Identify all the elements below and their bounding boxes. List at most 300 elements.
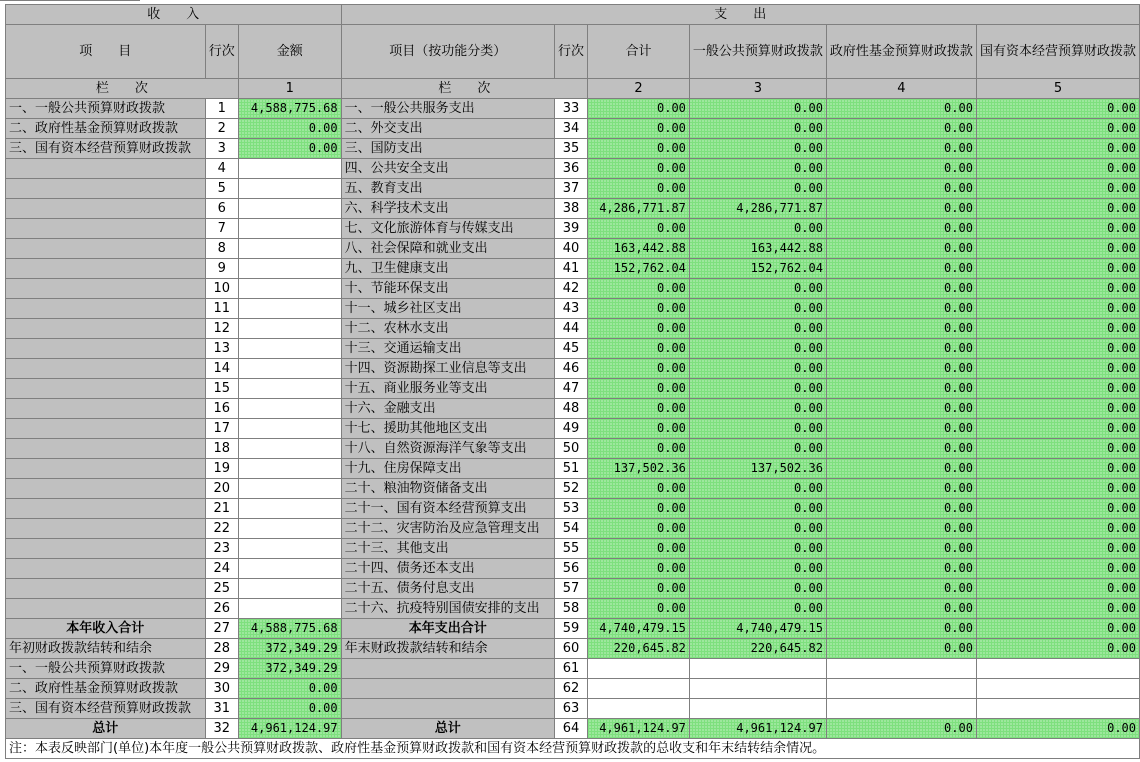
table-row [6,319,1140,339]
income-row-no-cell[interactable]: 4 [205,159,238,179]
expense-row-no-cell[interactable]: 58 [554,599,587,619]
state-capital-cell[interactable]: 0.00 [976,219,1139,239]
expense-row-no-cell[interactable]: 57 [554,579,587,599]
total-amount-cell[interactable]: 0.00 [588,319,690,339]
income-item-cell[interactable] [6,359,206,379]
expense-row-no-cell[interactable]: 41 [554,259,587,279]
general-budget-cell[interactable]: 0.00 [689,479,826,499]
total-amount-cell[interactable]: 0.00 [588,99,690,119]
income-item-cell[interactable] [6,279,206,299]
income-amount-cell[interactable]: 4,961,124.97 [238,719,341,739]
income-row-no-cell[interactable]: 14 [205,359,238,379]
income-amount-cell[interactable]: 0.00 [238,119,341,139]
fund-budget-cell[interactable]: 0.00 [826,579,976,599]
state-capital-cell[interactable]: 0.00 [976,539,1139,559]
table-row [6,299,1140,319]
state-capital-cell[interactable]: 0.00 [976,579,1139,599]
expense-row-no-cell[interactable]: 52 [554,479,587,499]
income-amount-cell[interactable]: 0.00 [238,139,341,159]
expense-item-cell[interactable]: 十九、住房保障支出 [341,459,554,479]
expense-item-cell[interactable]: 四、公共安全支出 [341,159,554,179]
expense-row-no-cell[interactable]: 48 [554,399,587,419]
state-capital-cell[interactable]: 0.00 [976,719,1139,739]
state-capital-cell[interactable] [976,699,1139,719]
income-item-cell[interactable] [6,519,206,539]
general-budget-cell[interactable]: 4,961,124.97 [689,719,826,739]
expense-item-cell[interactable]: 七、文化旅游体育与传媒支出 [341,219,554,239]
general-budget-cell[interactable]: 0.00 [689,99,826,119]
income-item-cell[interactable]: 年初财政拨款结转和结余 [6,639,206,659]
expense-row-no-cell[interactable]: 64 [554,719,587,739]
general-budget-cell[interactable]: 0.00 [689,339,826,359]
expense-row-no-cell[interactable]: 34 [554,119,587,139]
total-amount-cell[interactable]: 137,502.36 [588,459,690,479]
general-budget-cell[interactable]: 0.00 [689,119,826,139]
state-capital-cell[interactable]: 0.00 [976,619,1139,639]
income-amount-cell[interactable] [238,159,341,179]
expense-item-header: 项目（按功能分类） [341,25,554,79]
income-row-no-cell[interactable]: 12 [205,319,238,339]
income-row-no-cell[interactable]: 8 [205,239,238,259]
total-amount-cell[interactable]: 220,645.82 [588,639,690,659]
state-capital-cell[interactable]: 0.00 [976,299,1139,319]
table-row [6,499,1140,519]
expense-item-cell[interactable]: 二十一、国有资本经营预算支出 [341,499,554,519]
expense-row-no-cell[interactable]: 55 [554,539,587,559]
state-capital-cell[interactable]: 0.00 [976,639,1139,659]
expense-item-cell[interactable]: 二十三、其他支出 [341,539,554,559]
income-amount-cell[interactable]: 0.00 [238,679,341,699]
total-amount-cell[interactable]: 0.00 [588,399,690,419]
income-item-cell[interactable] [6,499,206,519]
fund-budget-cell[interactable]: 0.00 [826,619,976,639]
column-index-3: 3 [689,79,826,99]
total-amount-cell[interactable]: 0.00 [588,119,690,139]
income-row-no-cell[interactable]: 31 [205,699,238,719]
expense-item-cell[interactable]: 二十五、债务付息支出 [341,579,554,599]
income-row-no-cell[interactable]: 9 [205,259,238,279]
fund-budget-cell[interactable]: 0.00 [826,379,976,399]
general-budget-cell[interactable]: 0.00 [689,179,826,199]
income-amount-cell[interactable]: 4,588,775.68 [238,619,341,639]
income-amount-cell[interactable] [238,539,341,559]
income-item-cell[interactable] [6,159,206,179]
fund-budget-cell[interactable]: 0.00 [826,479,976,499]
state-capital-cell[interactable]: 0.00 [976,239,1139,259]
expense-item-cell[interactable]: 年末财政拨款结转和结余 [341,639,554,659]
income-row-no-cell[interactable]: 6 [205,199,238,219]
income-item-cell[interactable] [6,419,206,439]
expense-row-no-cell[interactable]: 45 [554,339,587,359]
state-capital-cell[interactable]: 0.00 [976,599,1139,619]
general-budget-cell[interactable]: 0.00 [689,279,826,299]
state-capital-cell[interactable]: 0.00 [976,399,1139,419]
income-item-cell[interactable]: 总计 [6,719,206,739]
income-amount-cell[interactable] [238,179,341,199]
general-budget-cell[interactable]: 0.00 [689,359,826,379]
state-capital-cell[interactable]: 0.00 [976,179,1139,199]
income-row-no-cell[interactable]: 21 [205,499,238,519]
income-row-no-cell[interactable]: 27 [205,619,238,639]
fund-budget-cell[interactable]: 0.00 [826,259,976,279]
income-row-no-cell[interactable]: 30 [205,679,238,699]
state-capital-cell[interactable]: 0.00 [976,439,1139,459]
income-row-no-cell[interactable]: 19 [205,459,238,479]
fund-budget-cell[interactable]: 0.00 [826,299,976,319]
expense-item-cell[interactable]: 本年支出合计 [341,619,554,639]
fund-budget-cell[interactable]: 0.00 [826,319,976,339]
general-budget-cell[interactable] [689,699,826,719]
total-amount-cell[interactable]: 0.00 [588,599,690,619]
fund-budget-cell[interactable] [826,679,976,699]
total-amount-cell[interactable]: 0.00 [588,539,690,559]
income-item-cell[interactable]: 二、政府性基金预算财政拨款 [6,119,206,139]
expense-item-cell[interactable]: 三、国防支出 [341,139,554,159]
total-amount-cell[interactable]: 0.00 [588,439,690,459]
income-amount-cell[interactable] [238,599,341,619]
state-capital-cell[interactable]: 0.00 [976,419,1139,439]
general-budget-cell[interactable] [689,679,826,699]
expense-row-no-cell[interactable]: 49 [554,419,587,439]
income-item-cell[interactable]: 三、国有资本经营预算财政拨款 [6,139,206,159]
expense-row-no-cell[interactable]: 50 [554,439,587,459]
expense-item-cell[interactable]: 十六、金融支出 [341,399,554,419]
expense-row-no-cell[interactable]: 39 [554,219,587,239]
expense-item-cell[interactable]: 二、外交支出 [341,119,554,139]
header-row-2 [6,25,1140,79]
income-amount-cell[interactable]: 372,349.29 [238,659,341,679]
income-item-cell[interactable] [6,239,206,259]
income-amount-cell[interactable] [238,219,341,239]
expense-row-no-cell[interactable]: 51 [554,459,587,479]
state-capital-cell[interactable]: 0.00 [976,459,1139,479]
general-budget-header: 一般公共预算财政拨款 [689,25,826,79]
income-amount-cell[interactable] [238,279,341,299]
expense-row-no-header: 行次 [554,25,587,79]
general-budget-cell[interactable]: 0.00 [689,299,826,319]
general-budget-cell[interactable]: 0.00 [689,419,826,439]
general-budget-cell[interactable]: 4,740,479.15 [689,619,826,639]
general-budget-cell[interactable] [689,659,826,679]
income-amount-cell[interactable]: 4,588,775.68 [238,99,341,119]
income-row-no-cell[interactable]: 29 [205,659,238,679]
total-amount-cell[interactable]: 163,442.88 [588,239,690,259]
expense-row-no-cell[interactable]: 35 [554,139,587,159]
state-capital-cell[interactable]: 0.00 [976,319,1139,339]
expense-item-cell[interactable]: 二十四、债务还本支出 [341,559,554,579]
income-item-cell[interactable]: 一、一般公共预算财政拨款 [6,99,206,119]
total-amount-cell[interactable]: 0.00 [588,139,690,159]
general-budget-cell[interactable]: 0.00 [689,439,826,459]
income-row-no-cell[interactable]: 16 [205,399,238,419]
general-budget-cell[interactable]: 0.00 [689,559,826,579]
general-budget-cell[interactable]: 0.00 [689,319,826,339]
fund-budget-cell[interactable]: 0.00 [826,539,976,559]
income-amount-cell[interactable] [238,339,341,359]
income-amount-cell[interactable] [238,199,341,219]
expense-row-no-cell[interactable]: 54 [554,519,587,539]
expense-row-no-cell[interactable]: 44 [554,319,587,339]
expense-item-cell[interactable]: 十三、交通运输支出 [341,339,554,359]
state-capital-cell[interactable]: 0.00 [976,119,1139,139]
note-row [6,739,1140,759]
expense-row-no-cell[interactable]: 62 [554,679,587,699]
income-amount-cell[interactable] [238,359,341,379]
income-item-cell[interactable] [6,319,206,339]
income-row-no-cell[interactable]: 32 [205,719,238,739]
expense-row-no-cell[interactable]: 61 [554,659,587,679]
general-budget-cell[interactable]: 4,286,771.87 [689,199,826,219]
income-item-cell[interactable] [6,539,206,559]
income-item-cell[interactable] [6,579,206,599]
total-amount-cell[interactable]: 0.00 [588,479,690,499]
income-item-cell[interactable]: 二、政府性基金预算财政拨款 [6,679,206,699]
state-capital-cell[interactable]: 0.00 [976,359,1139,379]
general-budget-cell[interactable]: 0.00 [689,379,826,399]
expense-item-cell[interactable]: 二十、粮油物资储备支出 [341,479,554,499]
income-item-cell[interactable] [6,559,206,579]
fund-budget-cell[interactable]: 0.00 [826,439,976,459]
fund-budget-cell[interactable]: 0.00 [826,399,976,419]
state-capital-cell[interactable] [976,679,1139,699]
income-row-no-cell[interactable]: 3 [205,139,238,159]
income-item-cell[interactable] [6,259,206,279]
income-row-no-cell[interactable]: 10 [205,279,238,299]
expense-item-cell[interactable]: 五、教育支出 [341,179,554,199]
income-row-no-cell[interactable]: 5 [205,179,238,199]
fund-budget-cell[interactable] [826,699,976,719]
income-item-cell[interactable]: 三、国有资本经营预算财政拨款 [6,699,206,719]
fund-budget-cell[interactable]: 0.00 [826,359,976,379]
state-capital-cell[interactable]: 0.00 [976,479,1139,499]
expense-item-cell[interactable]: 八、社会保障和就业支出 [341,239,554,259]
total-amount-cell[interactable] [588,659,690,679]
income-row-no-cell[interactable]: 7 [205,219,238,239]
income-item-cell[interactable] [6,599,206,619]
total-amount-cell[interactable]: 0.00 [588,219,690,239]
general-budget-cell[interactable]: 152,762.04 [689,259,826,279]
total-amount-cell[interactable]: 0.00 [588,159,690,179]
income-amount-cell[interactable] [238,299,341,319]
state-capital-cell[interactable]: 0.00 [976,99,1139,119]
general-budget-cell[interactable]: 137,502.36 [689,459,826,479]
state-capital-cell[interactable]: 0.00 [976,519,1139,539]
fund-budget-cell[interactable]: 0.00 [826,419,976,439]
fund-budget-cell[interactable]: 0.00 [826,719,976,739]
fund-budget-cell[interactable]: 0.00 [826,559,976,579]
state-capital-cell[interactable]: 0.00 [976,159,1139,179]
fund-budget-cell[interactable]: 0.00 [826,179,976,199]
income-item-cell[interactable] [6,479,206,499]
income-item-cell[interactable] [6,439,206,459]
income-amount-cell[interactable] [238,379,341,399]
expense-item-cell[interactable]: 一、一般公共服务支出 [341,99,554,119]
expense-item-cell[interactable]: 十、节能环保支出 [341,279,554,299]
general-budget-cell[interactable]: 0.00 [689,519,826,539]
total-amount-cell[interactable]: 0.00 [588,559,690,579]
income-row-no-cell[interactable]: 13 [205,339,238,359]
income-item-cell[interactable]: 一、一般公共预算财政拨款 [6,659,206,679]
fund-budget-cell[interactable]: 0.00 [826,119,976,139]
income-row-no-cell[interactable]: 28 [205,639,238,659]
income-amount-cell[interactable] [238,419,341,439]
total-amount-cell[interactable]: 0.00 [588,279,690,299]
state-capital-cell[interactable]: 0.00 [976,559,1139,579]
expense-row-no-cell[interactable]: 36 [554,159,587,179]
general-budget-cell[interactable]: 220,645.82 [689,639,826,659]
total-amount-cell[interactable]: 0.00 [588,359,690,379]
general-budget-cell[interactable]: 0.00 [689,399,826,419]
income-amount-cell[interactable] [238,319,341,339]
income-item-cell[interactable] [6,219,206,239]
fund-budget-cell[interactable]: 0.00 [826,519,976,539]
expense-item-cell[interactable]: 二十二、灾害防治及应急管理支出 [341,519,554,539]
table-row [6,99,1140,119]
income-row-no-cell[interactable]: 26 [205,599,238,619]
income-amount-cell[interactable]: 0.00 [238,699,341,719]
general-budget-cell[interactable]: 0.00 [689,539,826,559]
expense-item-cell[interactable]: 总计 [341,719,554,739]
total-amount-cell[interactable]: 4,740,479.15 [588,619,690,639]
income-item-cell[interactable] [6,399,206,419]
income-amount-cell[interactable] [238,239,341,259]
total-amount-cell[interactable]: 0.00 [588,519,690,539]
expense-row-no-cell[interactable]: 42 [554,279,587,299]
income-row-no-cell[interactable]: 17 [205,419,238,439]
expense-item-cell[interactable]: 六、科学技术支出 [341,199,554,219]
income-item-cell[interactable]: 本年收入合计 [6,619,206,639]
fund-budget-cell[interactable]: 0.00 [826,339,976,359]
total-amount-cell[interactable] [588,699,690,719]
income-amount-cell[interactable] [238,499,341,519]
expense-item-cell[interactable]: 二十六、抗疫特别国债安排的支出 [341,599,554,619]
total-amount-cell[interactable]: 0.00 [588,339,690,359]
income-item-cell[interactable] [6,179,206,199]
income-row-no-cell[interactable]: 23 [205,539,238,559]
expense-row-no-cell[interactable]: 60 [554,639,587,659]
total-amount-cell[interactable]: 0.00 [588,379,690,399]
income-row-no-cell[interactable]: 22 [205,519,238,539]
expense-row-no-cell[interactable]: 47 [554,379,587,399]
state-capital-cell[interactable]: 0.00 [976,259,1139,279]
expense-item-cell[interactable]: 十一、城乡社区支出 [341,299,554,319]
total-amount-cell[interactable]: 0.00 [588,179,690,199]
expense-item-cell[interactable]: 十七、援助其他地区支出 [341,419,554,439]
state-capital-cell[interactable]: 0.00 [976,499,1139,519]
general-budget-cell[interactable]: 0.00 [689,139,826,159]
expense-item-cell[interactable] [341,679,554,699]
expense-item-cell[interactable]: 九、卫生健康支出 [341,259,554,279]
general-budget-cell[interactable]: 0.00 [689,579,826,599]
expense-row-no-cell[interactable]: 37 [554,179,587,199]
expense-row-no-cell[interactable]: 59 [554,619,587,639]
income-row-no-cell[interactable]: 20 [205,479,238,499]
income-row-no-cell[interactable]: 11 [205,299,238,319]
income-amount-cell[interactable] [238,559,341,579]
fund-budget-cell[interactable]: 0.00 [826,219,976,239]
total-amount-cell[interactable]: 0.00 [588,579,690,599]
state-capital-cell[interactable]: 0.00 [976,139,1139,159]
fund-budget-cell[interactable]: 0.00 [826,639,976,659]
state-capital-cell[interactable]: 0.00 [976,339,1139,359]
income-row-no-cell[interactable]: 25 [205,579,238,599]
income-row-no-cell[interactable]: 24 [205,559,238,579]
total-amount-cell[interactable]: 0.00 [588,299,690,319]
general-budget-cell[interactable]: 0.00 [689,159,826,179]
fund-budget-cell[interactable]: 0.00 [826,99,976,119]
expense-item-cell[interactable] [341,699,554,719]
expense-item-cell[interactable]: 十五、商业服务业等支出 [341,379,554,399]
expense-row-no-cell[interactable]: 38 [554,199,587,219]
total-amount-cell[interactable]: 152,762.04 [588,259,690,279]
fund-budget-cell[interactable]: 0.00 [826,499,976,519]
income-amount-cell[interactable] [238,479,341,499]
general-budget-cell[interactable]: 0.00 [689,499,826,519]
expense-row-no-cell[interactable]: 56 [554,559,587,579]
expense-item-cell[interactable]: 十四、资源勘探工业信息等支出 [341,359,554,379]
income-item-cell[interactable] [6,379,206,399]
fund-budget-cell[interactable] [826,659,976,679]
total-amount-cell[interactable]: 0.00 [588,499,690,519]
fund-budget-cell[interactable]: 0.00 [826,599,976,619]
income-amount-cell[interactable] [238,579,341,599]
state-capital-cell[interactable] [976,659,1139,679]
total-amount-cell[interactable]: 0.00 [588,419,690,439]
income-item-cell[interactable] [6,299,206,319]
table-row [6,259,1140,279]
fund-budget-cell[interactable]: 0.00 [826,139,976,159]
fund-budget-cell[interactable]: 0.00 [826,239,976,259]
expense-row-no-cell[interactable]: 53 [554,499,587,519]
income-amount-cell[interactable] [238,399,341,419]
fund-budget-cell[interactable]: 0.00 [826,159,976,179]
expense-item-cell[interactable] [341,659,554,679]
income-amount-cell[interactable] [238,459,341,479]
total-amount-cell[interactable] [588,679,690,699]
income-item-cell[interactable] [6,339,206,359]
fund-budget-cell[interactable]: 0.00 [826,199,976,219]
income-item-cell[interactable] [6,459,206,479]
income-amount-cell[interactable] [238,439,341,459]
income-row-no-cell[interactable]: 18 [205,439,238,459]
expense-row-no-cell[interactable]: 43 [554,299,587,319]
income-amount-cell[interactable]: 372,349.29 [238,639,341,659]
expense-item-cell[interactable]: 十八、自然资源海洋气象等支出 [341,439,554,459]
column-index-row [6,79,1140,99]
expense-row-no-cell[interactable]: 40 [554,239,587,259]
expense-row-no-cell[interactable]: 46 [554,359,587,379]
income-row-no-cell[interactable]: 15 [205,379,238,399]
income-amount-cell[interactable] [238,259,341,279]
state-capital-cell[interactable]: 0.00 [976,279,1139,299]
income-item-cell[interactable] [6,199,206,219]
income-row-no-cell[interactable]: 1 [205,99,238,119]
general-budget-cell[interactable]: 163,442.88 [689,239,826,259]
total-amount-cell[interactable]: 4,286,771.87 [588,199,690,219]
state-capital-cell[interactable]: 0.00 [976,199,1139,219]
income-row-no-cell[interactable]: 2 [205,119,238,139]
expense-row-no-cell[interactable]: 63 [554,699,587,719]
fund-budget-cell[interactable]: 0.00 [826,459,976,479]
general-budget-cell[interactable]: 0.00 [689,599,826,619]
expense-item-cell[interactable]: 十二、农林水支出 [341,319,554,339]
state-capital-cell[interactable]: 0.00 [976,379,1139,399]
fund-budget-cell[interactable]: 0.00 [826,279,976,299]
income-amount-cell[interactable] [238,519,341,539]
general-budget-cell[interactable]: 0.00 [689,219,826,239]
total-amount-cell[interactable]: 4,961,124.97 [588,719,690,739]
expense-row-no-cell[interactable]: 33 [554,99,587,119]
